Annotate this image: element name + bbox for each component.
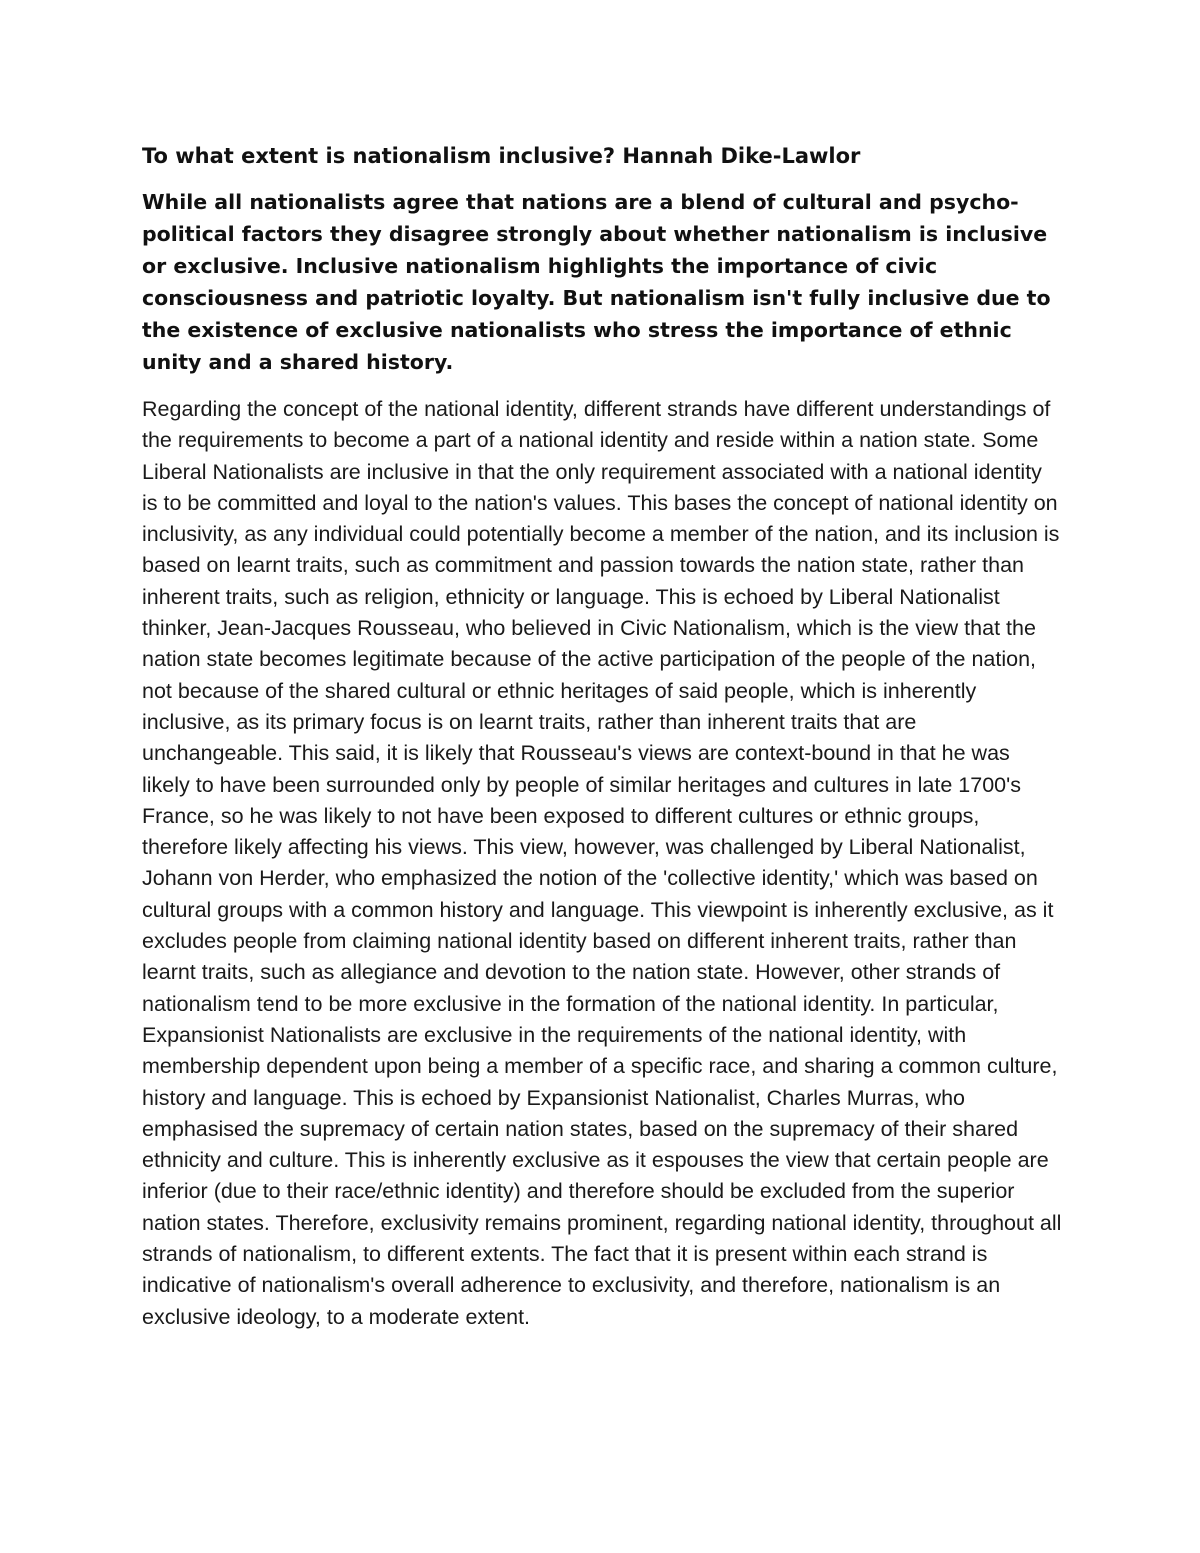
intro-paragraph: While all nationalists agree that nations are a blend of cultural and psycho-political factors they disagree strongly about whether nationalism is inclusive or exclusive. Inclusive nationalism highlights the importance of civic consciousness and patriotic loyalty. But nationalism isn't fully inclusive due to the existence of exclusive nationalists who stress the importance of ethnic unity and a shared history. [142,190,1051,374]
body-paragraph: Regarding the concept of the national identity, different strands have different understandings of the requirements to become a part of a national identity and reside within a nation state. Some Liberal Nationalists are inclusive in that the only requirement associated with a national identity is to be committed and loyal to the nation's values. This bases the concept of national identity on inclusivity, as any individual could potentially become a member of the nation, and its inclusion is based on learnt traits, such as commitment and passion towards the nation state, rather than inherent traits, such as religion, ethnicity or language. This is echoed by Liberal Nationalist thinker, Jean-Jacques Rousseau, who believed in Civic Nationalism, which is the view that the nation state becomes legitimate because of the active participation of the people of the nation, not because of the shared cultural or ethnic heritages of said people, which is inherently inclusive, as its primary focus is on learnt traits, rather than inherent traits that are unchangeable. This said, it is likely that Rousseau's views are context-bound in that he was likely to have been surrounded only by people of similar heritages and cultures in late 1700's France, so he was likely to not have been exposed to different cultures or ethnic groups, therefore likely affecting his views. This view, however, was challenged by Liberal Nationalist, Johann von Herder, who emphasized the notion of the 'collective identity,' which was based on cultural groups with a common history and language. This viewpoint is inherently exclusive, as it excludes people from claiming national identity based on different inherent traits, rather than learnt traits, such as allegiance and devotion to the nation state. However, other strands of nationalism tend to be more exclusive in the formation of the national identity. In particular, Expansionist Nationalists are exclusive in the requirements of the national identity, with membership dependent upon being a member of a specific race, and sharing a common culture, history and language. This is echoed by Expansionist Nationalist, Charles Murras, who emphasised the supremacy of certain nation states, based on the supremacy of their shared ethnicity and culture. This is inherently exclusive as it espouses the view that certain people are inferior (due to their race/ethnic identity) and therefore should be excluded from the superior nation states. Therefore, exclusivity remains prominent, regarding national identity, throughout all strands of nationalism, to different extents. The fact that it is present within each strand is indicative of nationalism's overall adherence to exclusivity, and therefore, nationalism is an exclusive ideology, to a moderate extent. [142,397,1062,1329]
document-title: To what extent is nationalism inclusive? Hannah Dike-Lawlor [142,144,861,168]
document-content [142,140,1062,1333]
